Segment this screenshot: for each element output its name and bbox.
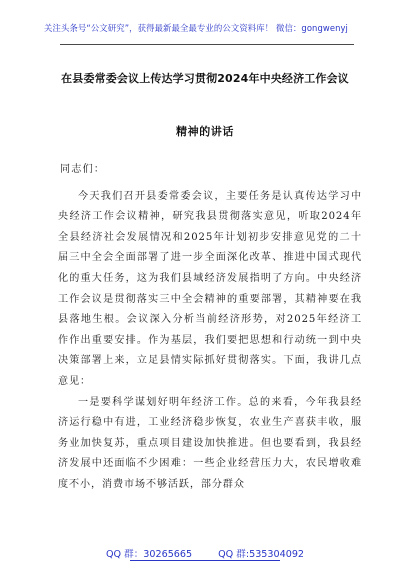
footer-contact xyxy=(40,546,370,560)
footer-qq-group-2: QQ 群:535304092 xyxy=(218,549,305,560)
paragraph-point-one: 一是要科学谋划好明年经济工作。总的来看，今年我县经济运行稳中有进，工业经济稳步恢复，农业生产喜获丰收，服务业加快复苏，重点项目建设加快推进。但也要看到，我县经济发展中还面临不少困难：一些企业经营压力大，农民增收难度不小，消费市场不够活跃，部分群众 xyxy=(58,396,362,490)
document-body xyxy=(58,160,362,496)
paragraph-opening: 今天我们召开县委常委会议，主要任务是认真传达学习中央经济工作会议精神，研究我县贯彻落实意见，听取2024年全县经济社会发展情况和2025年计划初步安排意见党的二十届三中全会全面部署了进一步全面深化改革、推进中国式现代化的重大任务，这为我们县域经济发展指明了方向。中央经济工作会议是贯彻落实三中全会精神的重要部署，其精神要在我县落地生根。会议深入分析当前经济形势，对2025年经济工作作出重要安排。作为基层，我们要把思想和行动统一到中央决策部署上来，立足县情实际抓好贯彻落实。下面，我讲几点意见： xyxy=(58,190,362,387)
footer-underline xyxy=(130,560,280,561)
document-title: 在县委常委会议上传达学习贯彻2024年中央经济工作会议 xyxy=(61,72,349,85)
header-banner: 关注头条号“公文研究”，获得最新最全最专业的公文资料库！ 微信：gongwenyj xyxy=(44,23,348,33)
salutation: 同志们： xyxy=(60,164,106,175)
document-title-continued: 精神的讲话 xyxy=(176,125,234,138)
header-divider xyxy=(60,44,354,45)
footer-qq-group-1: QQ 群：30265665 xyxy=(105,549,193,560)
